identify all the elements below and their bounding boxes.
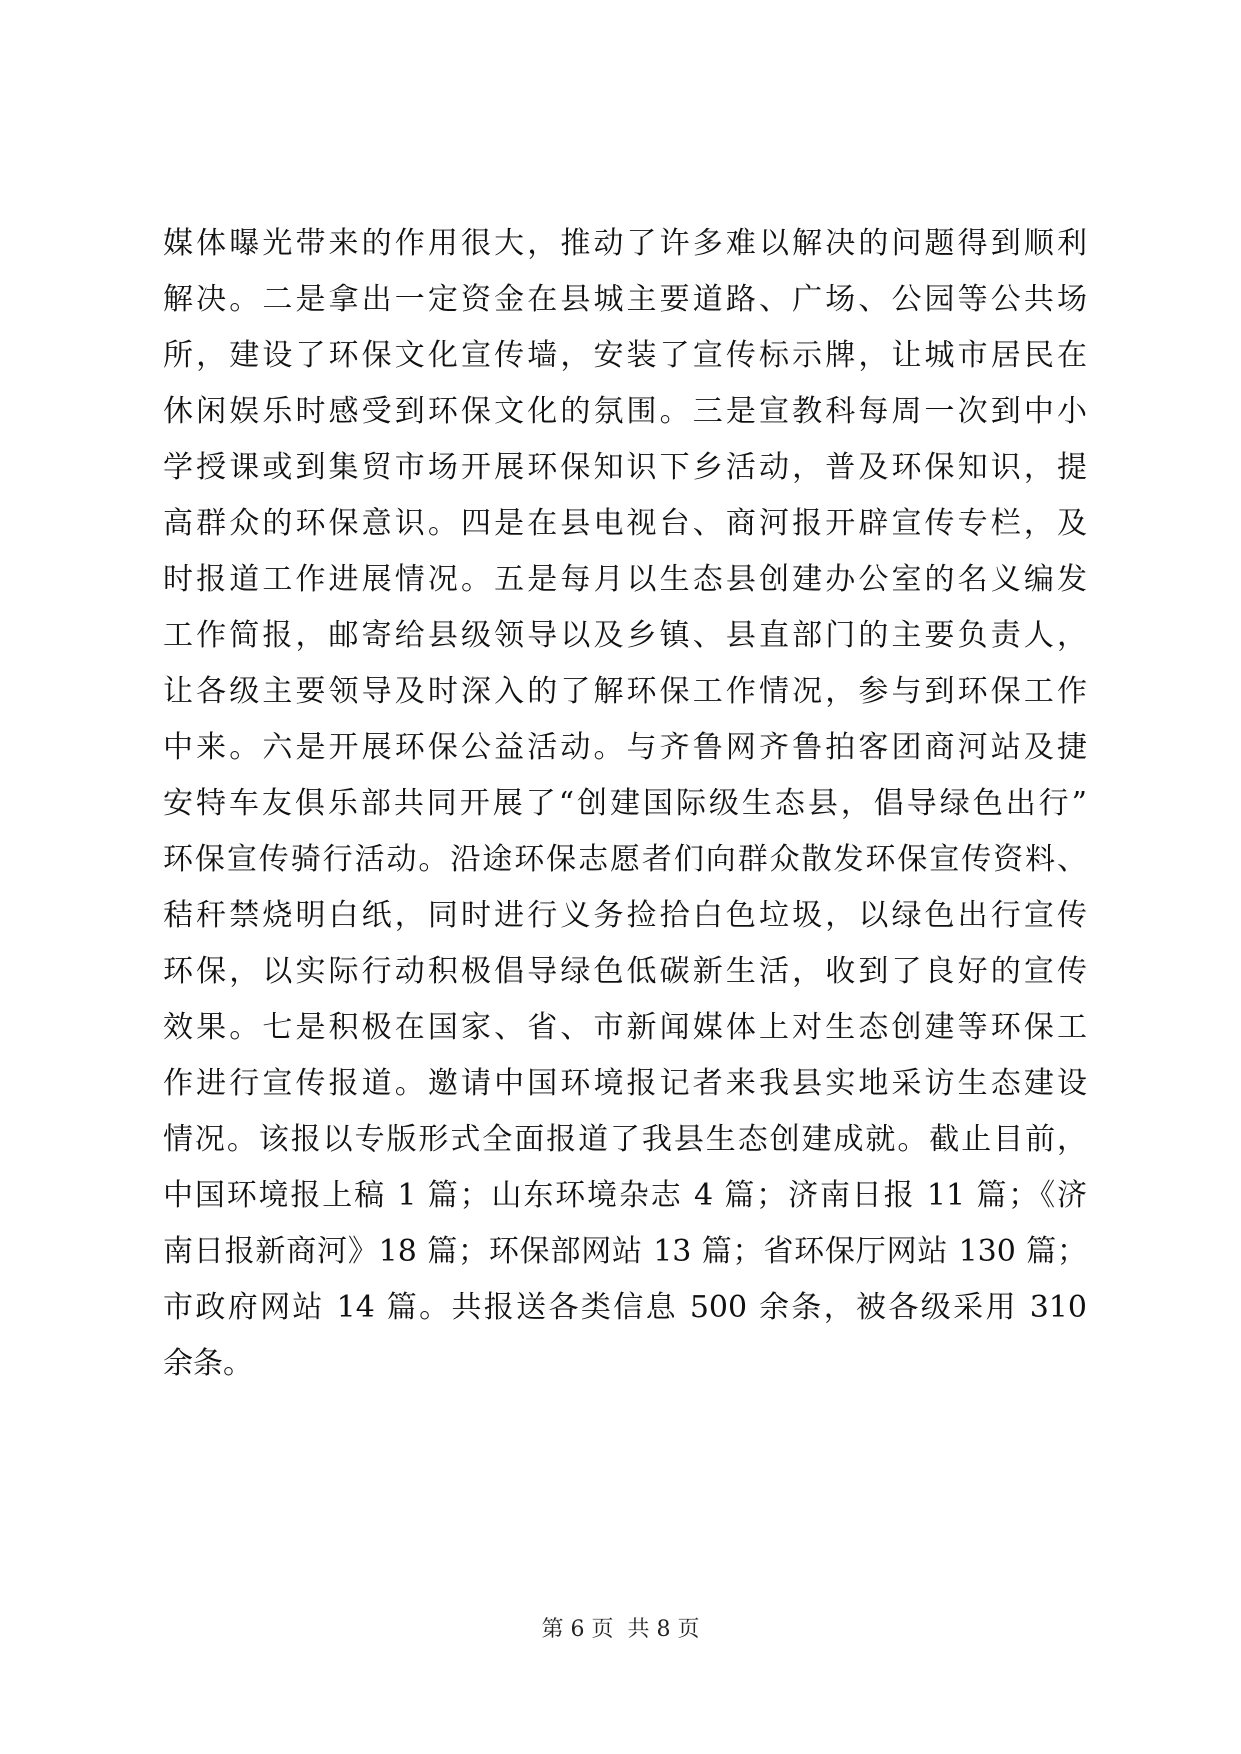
text-line-16: 作进行宣传报道。邀请中国环境报记者来我县实地采访生态建设 (163, 1066, 1087, 1101)
text-line-6: 高群众的环保意识。四是在县电视台、商河报开辟宣传专栏，及 (163, 506, 1087, 541)
footer-spacer (614, 1617, 628, 1642)
text-line-9: 让各级主要领导及时深入的了解环保工作情况，参与到环保工作 (163, 674, 1087, 709)
text-line-21: 余条。 (163, 1346, 253, 1381)
text-line-4: 休闲娱乐时感受到环保文化的氛围。三是宣教科每周一次到中小 (163, 394, 1087, 429)
text-line-2: 解决。二是拿出一定资金在县城主要道路、广场、公园等公共场 (163, 282, 1087, 317)
text-line-20: 市政府网站 14 篇。共报送各类信息 500 余条，被各级采用 310 (163, 1290, 1087, 1325)
text-line-11: 安特车友俱乐部共同开展了“创建国际级生态县，倡导绿色出行” (163, 786, 1087, 821)
text-line-13: 秸秆禁烧明白纸，同时进行义务捡拾白色垃圾，以绿色出行宣传 (163, 898, 1087, 933)
text-line-5: 学授课或到集贸市场开展环保知识下乡活动，普及环保知识，提 (163, 450, 1087, 485)
text-line-19: 南日报新商河》18 篇；环保部网站 13 篇；省环保厅网站 130 篇； (163, 1234, 1087, 1269)
text-line-12: 环保宣传骑行活动。沿途环保志愿者们向群众散发环保宣传资料、 (163, 842, 1087, 877)
page-number-current: 第 6 页 (541, 1617, 614, 1642)
text-line-17: 情况。该报以专版形式全面报道了我县生态创建成就。截止目前， (163, 1122, 1087, 1157)
text-line-8: 工作简报，邮寄给县级领导以及乡镇、县直部门的主要负责人， (163, 618, 1087, 653)
page-footer (0, 1612, 1241, 1643)
text-line-14: 环保，以实际行动积极倡导绿色低碳新生活，收到了良好的宣传 (163, 954, 1087, 989)
text-line-18: 中国环境报上稿 1 篇；山东环境杂志 4 篇；济南日报 11 篇；《济 (163, 1178, 1087, 1213)
text-line-10: 中来。六是开展环保公益活动。与齐鲁网齐鲁拍客团商河站及捷 (163, 730, 1087, 765)
text-line-7: 时报道工作进展情况。五是每月以生态县创建办公室的名义编发 (163, 562, 1087, 597)
page-number-total: 共 8 页 (627, 1617, 700, 1642)
text-line-1: 媒体曝光带来的作用很大，推动了许多难以解决的问题得到顺利 (163, 226, 1087, 261)
text-line-15: 效果。七是积极在国家、省、市新闻媒体上对生态创建等环保工 (163, 1010, 1087, 1045)
text-line-3: 所，建设了环保文化宣传墙，安装了宣传标示牌，让城市居民在 (163, 338, 1087, 373)
